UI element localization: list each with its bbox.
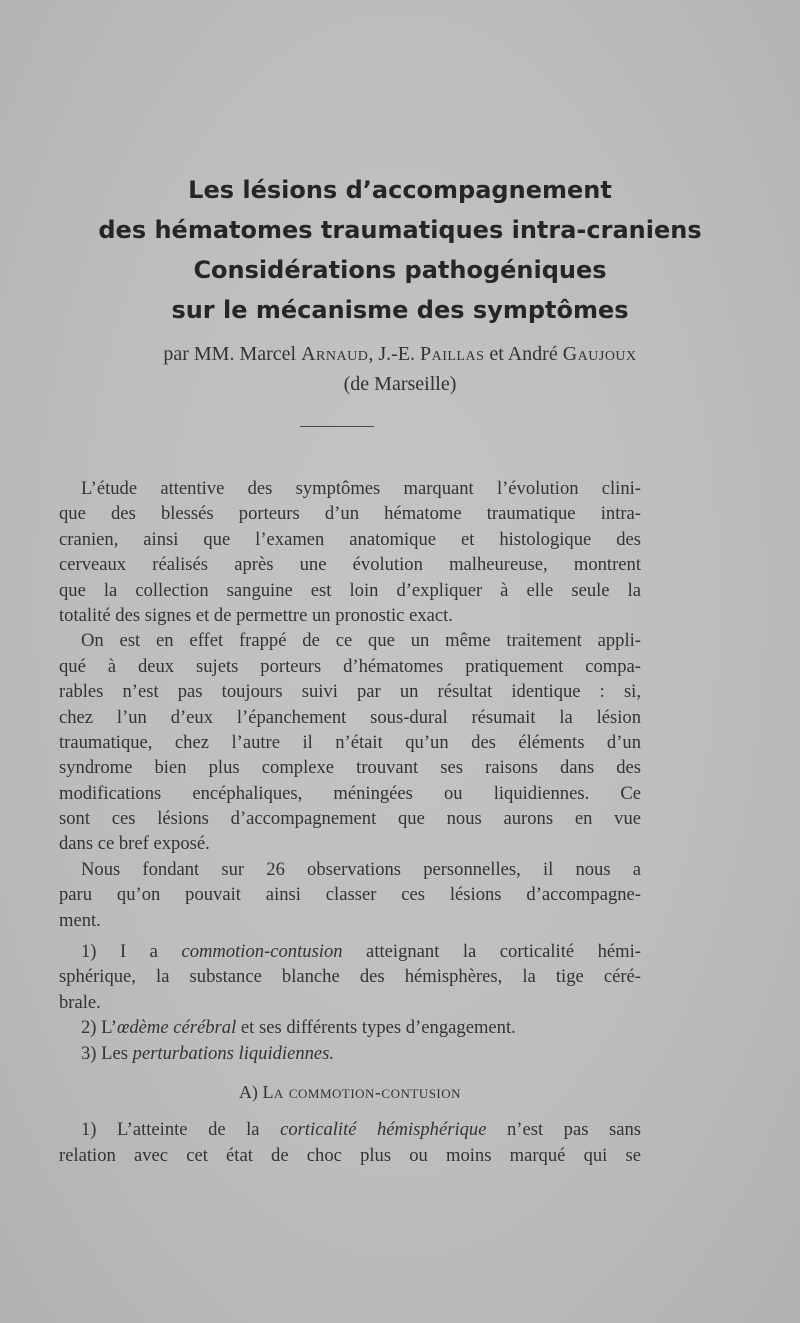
section-title: La commotion-contusion [262,1081,462,1102]
text-line: ment. [59,909,101,931]
text-line: modifications encéphaliques, méningées ou liquidiennes. Ce [59,782,641,804]
title-line-1: Les lésions d’accompagnement [188,176,612,204]
text-line: sont ces lésions d’accompagnement que nous aurons en vue [59,808,641,830]
text-line: paru qu’on pouvait ainsi classer ces lésions d’accompagne- [59,884,641,906]
title-line-2: des hématomes traumatiques intra-craniens [98,216,702,244]
text-line: que des blessés porteurs d’un hématome traumatique intra- [59,503,641,525]
paragraph-1 [59,476,641,628]
text-line [59,1015,641,1040]
text-line: cranien, ainsi que l’examen anatomique et histologique des [59,528,641,550]
text-line: sphérique, la substance blanche des hémisphères, la tige céré- [59,966,641,988]
text-line: rables n’est pas toujours suivi par un résultat identique : si, [59,681,641,703]
text-line: qué à deux sujets porteurs d’hématomes pratiquement compa- [59,655,641,677]
paragraph-2 [59,628,641,857]
authors-sep-2: et André [484,343,563,365]
author-arnaud: Arnaud [301,343,369,365]
text-line: que la collection sanguine est loin d’expliquer à elle seule la [59,579,641,601]
section-heading [59,1080,641,1105]
text-line: syndrome bien plus complexe trouvant ses raisons dans des [59,757,641,779]
text-line: chez l’un d’eux l’épanchement sous-dural résumait la lésion [59,706,641,728]
author-paillas: Paillas [419,343,485,365]
separator-rule [300,426,374,427]
article-body [59,476,641,1168]
text-line: dans ce bref exposé. [59,833,210,855]
list-number: 2) L’ [81,1017,117,1039]
authors-sep-1: , J.-E. [368,343,420,365]
text-line: traumatique, chez l’autre il n’était qu’un des éléments d’un [59,731,641,753]
text-line [59,1117,641,1142]
item-term: corticalité hémisphérique [280,1119,487,1141]
list-text: atteignant la corticalité hémi- [342,941,641,963]
title-line-3: Considérations pathogéniques [193,256,607,284]
authors-block [0,339,800,399]
paragraph-3 [59,857,641,933]
text-line [59,939,641,964]
text-line: brale. [59,991,101,1013]
text-line: L’étude attentive des symptômes marquant l’évolution clini- [81,478,641,499]
authors-prefix: par MM. Marcel [163,343,302,365]
title-line-4: sur le mécanisme des symptômes [171,296,629,324]
affiliation: (de Marseille) [343,373,457,395]
author-gaujoux: Gaujoux [562,343,637,365]
section-prefix: A) [238,1081,263,1102]
list-number: 1) I a [81,941,182,963]
list-item-2 [59,1015,641,1040]
text-line: On est en effet frappé de ce que un même traitement appli- [81,630,641,652]
list-term: perturbations liquidiennes. [132,1042,335,1064]
list-item-1 [59,939,641,1015]
paragraph-4 [59,1117,641,1168]
article-title [0,170,800,330]
text-line: totalité des signes et de permettre un pronostic exact. [59,604,453,626]
list-text: et ses différents types d’engagement. [236,1017,516,1039]
item-text: n’est pas sans [486,1119,641,1141]
text-line: relation avec cet état de choc plus ou moins marqué qui se [59,1144,641,1166]
list-term: commotion-contusion [181,941,343,963]
list-number: 3) Les [81,1042,133,1064]
item-number: 1) L’atteinte de la [81,1119,281,1141]
author-line [0,339,800,369]
text-line: cerveaux réalisés après une évolution malheureuse, montrent [59,554,641,576]
list-item-3 [59,1041,641,1066]
list-term: œdème cérébral [116,1017,237,1039]
text-line [59,1041,641,1066]
text-line: Nous fondant sur 26 observations personnelles, il nous a [81,858,641,880]
